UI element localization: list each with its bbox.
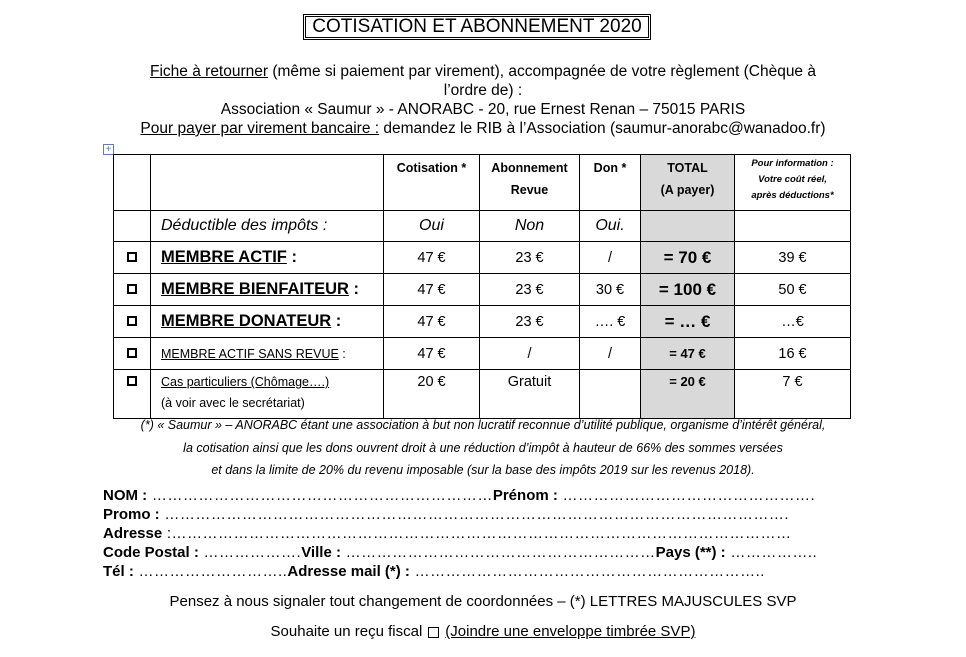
header-don: Don * xyxy=(580,155,641,211)
row-cotisation: 47 € xyxy=(384,274,480,306)
pays-label: Pays (**) : xyxy=(655,544,726,561)
header-info: Pour information : Votre coût réel, après déductions* xyxy=(735,155,851,211)
row-cout: 50 € xyxy=(735,274,851,306)
row-label: MEMBRE BIENFAITEUR : xyxy=(151,274,384,306)
promo-label: Promo : xyxy=(103,506,160,523)
deductible-abonnement: Non xyxy=(480,211,580,242)
nom-label: NOM : xyxy=(103,487,148,504)
cas-particuliers-checkbox[interactable] xyxy=(127,376,137,386)
pays-field[interactable]: …………….. xyxy=(725,544,818,561)
deductible-label: Déductible des impôts : xyxy=(151,211,384,242)
table-row xyxy=(114,306,851,338)
intro-text-1: (même si paiement par virement), accompagnée de votre règlement (Chèque à xyxy=(268,63,816,80)
promo-field[interactable]: …………………………………………………………………………………………………………. xyxy=(159,506,790,523)
form-row-tel xyxy=(103,562,765,581)
row-don: …. € xyxy=(580,306,641,338)
prenom-label: Prénom : xyxy=(492,487,558,504)
row-don: / xyxy=(580,242,641,274)
receipt-note: (Joindre une enveloppe timbrée SVP) xyxy=(445,623,696,640)
row-cotisation: 20 € xyxy=(384,370,480,419)
row-total: = 70 € xyxy=(641,242,735,274)
row-label: Cas particuliers (Chômage….) (à voir avec le secrétariat) xyxy=(151,370,384,419)
deductible-row xyxy=(114,211,851,242)
intro-line-4 xyxy=(100,119,866,139)
mail-label: Adresse mail (*) : xyxy=(287,563,410,580)
intro-text-4: demandez le RIB à l’Association (saumur-anorabc@wanadoo.fr) xyxy=(379,120,826,137)
code-postal-field[interactable]: ………………. xyxy=(198,544,302,561)
deductible-cotisation: Oui xyxy=(384,211,480,242)
membre-actif-checkbox[interactable] xyxy=(127,252,137,262)
association-address: Association « Saumur » - ANORABC - 20, rue Ernest Renan – 75015 PARIS xyxy=(220,101,746,118)
header-cotisation: Cotisation * xyxy=(384,155,480,211)
form-row-adresse xyxy=(103,524,792,543)
row-don: / xyxy=(580,338,641,370)
form-row-cp xyxy=(103,543,817,562)
row-cotisation: 47 € xyxy=(384,306,480,338)
row-cout: …€ xyxy=(735,306,851,338)
tel-field[interactable]: ……………………….. xyxy=(133,563,288,580)
row-abonnement: 23 € xyxy=(480,274,580,306)
row-cotisation: 47 € xyxy=(384,242,480,274)
row-total: = 47 € xyxy=(641,338,735,370)
intro-underlined-4: Pour payer par virement bancaire : xyxy=(140,120,380,137)
row-don xyxy=(580,370,641,419)
membre-bienfaiteur-checkbox[interactable] xyxy=(127,284,137,294)
change-notice: Pensez à nous signaler tout changement de coordonnées – (*) LETTRES MAJUSCULES SVP xyxy=(169,593,797,610)
row-abonnement: 23 € xyxy=(480,306,580,338)
row-abonnement: / xyxy=(480,338,580,370)
tax-note-line-3: et dans la limite de 20% du revenu imposable (sur la base des impôts 2019 sur les revenus 2018). xyxy=(211,463,755,477)
header-abonnement: Abonnement Revue xyxy=(480,155,580,211)
membre-donateur-checkbox[interactable] xyxy=(127,316,137,326)
tax-note-line-1: (*) « Saumur » – ANORABC étant une association à but non lucratif reconnue d’utilité publique, organisme d’intérêt général, xyxy=(140,418,826,432)
row-label: MEMBRE ACTIF SANS REVUE : xyxy=(151,338,384,370)
row-label: MEMBRE ACTIF : xyxy=(151,242,384,274)
form-row-nom xyxy=(103,486,815,505)
table-row xyxy=(114,242,851,274)
tel-label: Tél : xyxy=(103,563,134,580)
ville-field[interactable]: …………………………………………………… xyxy=(340,544,656,561)
table-header-row xyxy=(114,155,851,211)
row-label: MEMBRE DONATEUR : xyxy=(151,306,384,338)
ville-label: Ville : xyxy=(301,544,341,561)
receipt-line xyxy=(100,623,866,640)
intro-line-2: l’ordre de) : xyxy=(443,82,523,99)
deductible-don: Oui. xyxy=(580,211,641,242)
prenom-field[interactable]: …………………………………………. xyxy=(557,487,816,504)
row-cout: 16 € xyxy=(735,338,851,370)
nom-field[interactable]: ………………………………………………………… xyxy=(147,487,493,504)
table-row xyxy=(114,274,851,306)
row-abonnement: Gratuit xyxy=(480,370,580,419)
row-total: = … € xyxy=(641,306,735,338)
row-don: 30 € xyxy=(580,274,641,306)
mail-field[interactable]: ………………………………………………………….. xyxy=(409,563,765,580)
form-row-promo xyxy=(103,505,789,524)
code-postal-label: Code Postal : xyxy=(103,544,199,561)
document-title: COTISATION ET ABONNEMENT 2020 xyxy=(303,14,651,40)
header-total: TOTAL (A payer) xyxy=(641,155,735,211)
adresse-label: Adresse xyxy=(103,525,163,542)
intro-underlined-1: Fiche à retourner xyxy=(150,63,269,80)
row-total: = 100 € xyxy=(641,274,735,306)
row-total: = 20 € xyxy=(641,370,735,419)
adresse-field[interactable]: :………………………………………………………………………………………………………… xyxy=(162,525,792,542)
table-row xyxy=(114,370,851,419)
receipt-checkbox[interactable] xyxy=(428,627,439,638)
membre-sans-revue-checkbox[interactable] xyxy=(127,348,137,358)
membership-table xyxy=(113,154,851,419)
tax-note-line-2: la cotisation ainsi que les dons ouvrent droit à une réduction d’impôt à hauteur de 66% des sommes versées xyxy=(183,441,783,455)
table-row xyxy=(114,338,851,370)
intro-line-1 xyxy=(100,62,866,82)
row-abonnement: 23 € xyxy=(480,242,580,274)
row-cotisation: 47 € xyxy=(384,338,480,370)
receipt-label: Souhaite un reçu fiscal xyxy=(270,623,423,640)
table-move-handle-icon[interactable]: + xyxy=(103,144,114,155)
row-cout: 7 € xyxy=(735,370,851,419)
row-cout: 39 € xyxy=(735,242,851,274)
